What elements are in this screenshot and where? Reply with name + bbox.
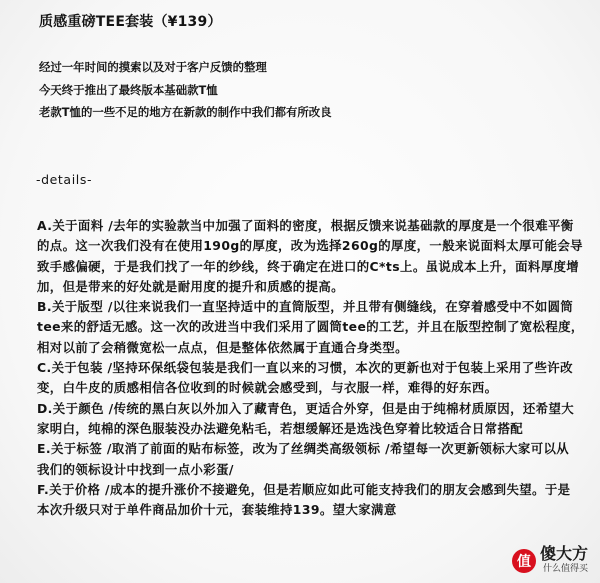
watermark-text [539, 544, 588, 575]
detail-line: 致手感偏硬，于是我们找了一年的纱线，终于确定在进口的C*ts上。虽说成本上升，面料厚度增 [37, 258, 580, 274]
detail-line: 家明白，纯棉的深色服装没办法避免粘毛，若想缓解还是选浅色穿着比较适合日常搭配 [37, 420, 524, 436]
intro-paragraph [39, 56, 332, 124]
detail-line: F.关于价格 /成本的提升涨价不接避免，但是若顺应如此可能支持我们的朋友会感到失望。于是 [37, 481, 571, 497]
detail-line: D.关于颜色 /传统的黑白灰以外加入了藏青色，更适合外穿，但是由于纯棉材质原因，还希望大 [37, 400, 575, 416]
detail-line: 相对以前了会稍微宽松一点点，但是整体依然属于直通合身类型。 [37, 339, 408, 355]
watermark-site: 什么值得买 [542, 563, 588, 573]
smzdm-logo-icon: 值 [512, 549, 536, 573]
site-watermark [512, 544, 588, 575]
detail-line: B.关于版型 /以往来说我们一直坚持适中的直筒版型，并且带有侧缝线，在穿着感受中不如圆筒 [37, 299, 574, 315]
detail-line: 的点。这一次我们没有在使用190g的厚度，改为选择260g的厚度，一般来说面料太厚可能会导 [37, 238, 583, 254]
detail-line: 本次升级只对于单件商品加价十元，套装维持139。望大家满意 [37, 502, 397, 518]
page-title: 质感重磅TEE套装（¥139） [39, 14, 222, 30]
detail-line: 我们的领标设计中找到一点小彩蛋/ [37, 461, 234, 477]
intro-line: 经过一年时间的摸索以及对于客户反馈的整理 [39, 60, 267, 74]
detail-line: tee来的舒适无感。这一次的改进当中我们采用了圆筒tee的工艺，并且在版型控制了宽松程度， [37, 319, 584, 335]
intro-line: 今天终于推出了最终版本基础款T恤 [39, 82, 218, 97]
detail-line: 加，但是带来的好处就是耐用度的提升和质感的提高。 [37, 278, 344, 294]
intro-line: 老款T恤的一些不足的地方在新款的制作中我们都有所改良 [39, 105, 332, 119]
detail-line: 变，白牛皮的质感相信各位收到的时候就会感受到，与衣服一样，难得的好东西。 [37, 380, 498, 396]
watermark-author: 傻大方 [539, 544, 588, 563]
details-heading: -details- [36, 172, 93, 187]
detail-line: A.关于面料 /去年的实验款当中加强了面料的密度，根据反馈来说基础款的厚度是一个很难平衡 [37, 218, 574, 233]
detail-line: E.关于标签 /取消了前面的贴布标签，改为了丝绸类高级领标 /希望每一次更新领标大家可以从 [37, 441, 570, 457]
detail-line: C.关于包装 /坚持环保纸袋包装是我们一直以来的习惯，本次的更新也对于包装上采用了些许改 [37, 360, 573, 376]
details-content [37, 216, 584, 520]
